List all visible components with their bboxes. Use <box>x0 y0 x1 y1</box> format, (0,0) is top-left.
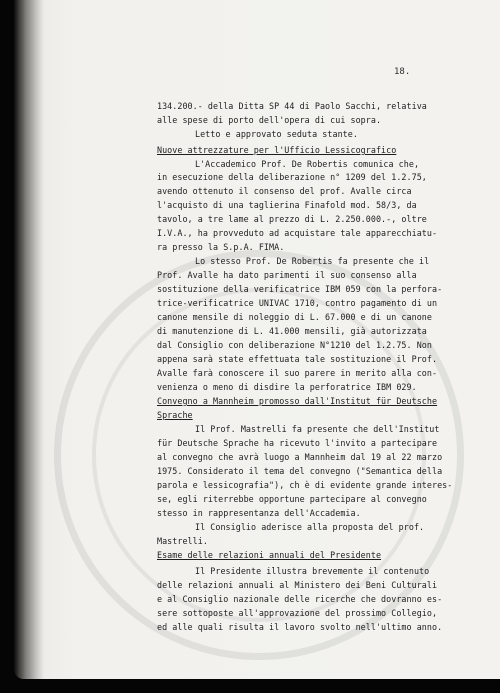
text-line: I.V.A., ha provveduto ad acquistare tale apparecchiatu- <box>157 228 438 238</box>
section-heading: Sprache <box>157 410 193 420</box>
text-line: 134.200.- della Ditta SP 44 di Paolo Sacchi, relativa <box>157 101 427 111</box>
text-line: dal Consiglio con deliberazione N°1210 del 1.2.75. Non <box>157 340 432 350</box>
text-line: se, egli riterrebbe opportune partecipare al convegno <box>157 494 427 504</box>
text-line: avendo ottenuto il consenso del prof. Avalle circa <box>157 186 412 196</box>
text-line: für Deutsche Sprache ha ricevuto l'invito a partecipare <box>157 438 438 448</box>
text-line: in esecuzione della deliberazione n° 1209 del 1.2.75, <box>157 172 427 182</box>
text-line: ed alle quali risulta il lavoro svolto nell'ultimo anno. <box>157 622 443 632</box>
text-line: 1975. Considerato il tema del convegno ("Semantica della <box>157 466 443 476</box>
background-edge <box>0 679 500 693</box>
text-line: Il Prof. Mastrelli fa presente che dell'Institut <box>195 424 440 434</box>
text-line: Prof. Avalle ha dato parimenti il suo consenso alla <box>157 270 417 280</box>
section-heading: Convegno a Mannheim promosso dall'Institut für Deutsche <box>157 396 438 406</box>
section-heading: Nuove attrezzature per l'Ufficio Lessicografico <box>157 145 397 155</box>
text-line: Avalle farà conoscere il suo parere in merito alla con- <box>157 368 438 378</box>
text-line: sere sottoposte all'approvazione del prossimo Collegio, <box>157 608 438 618</box>
text-line: tavolo, a tre lame al prezzo di L. 2.250.000.-, oltre <box>157 214 427 224</box>
text-line: Letto e approvato seduta stante. <box>195 129 358 139</box>
text-line: parola e lessicografia"), ch è di evidente grande interes- <box>157 480 453 490</box>
text-line: L'Accademico Prof. De Robertis comunica che, <box>195 159 420 169</box>
text-line: trice-verificatrice UNIVAC 1710, contro pagamento di un <box>157 298 438 308</box>
text-line: al convegno che avrà luogo a Mannheim dal 19 al 22 marzo <box>157 452 443 462</box>
text-line: venienza o meno di disdire la perforatrice IBM 029. <box>157 382 417 392</box>
text-line: Il Presidente illustra brevemente il contenuto <box>195 566 430 576</box>
binding-shadow <box>14 0 44 679</box>
text-line: alle spese di porto dell'opera di cui sopra. <box>157 115 382 125</box>
text-line: appena sarà state effettuata tale sostituzione il Prof. <box>157 354 438 364</box>
text-line: delle relazioni annuali al Ministero dei Beni Culturali <box>157 580 438 590</box>
text-line: e al Consiglio nazionale delle ricerche che dovranno es- <box>157 594 443 604</box>
text-line: ra presso la S.p.A. FIMA. <box>157 242 285 252</box>
text-line: Lo stesso Prof. De Robertis fa presente che il <box>195 256 430 266</box>
text-line: di manutenzione di L. 41.000 mensili, già autorizzata <box>157 326 427 336</box>
text-line: stesso in rappresentanza dell'Accademia. <box>157 508 361 518</box>
text-line: sostituzione della verificatrice IBM 059 con la perfora- <box>157 284 443 294</box>
section-heading: Esame delle relazioni annuali del Presidente <box>157 550 382 560</box>
text-line: Il Consiglio aderisce alla proposta del prof. <box>195 522 425 532</box>
page-number: 18. <box>394 67 411 77</box>
text-line: Mastrelli. <box>157 536 208 546</box>
text-line: canone mensile di noleggio di L. 67.000 e di un canone <box>157 312 432 322</box>
text-line: l'acquisto di una taglierina Finafold mod. 58/3, da <box>157 200 417 210</box>
